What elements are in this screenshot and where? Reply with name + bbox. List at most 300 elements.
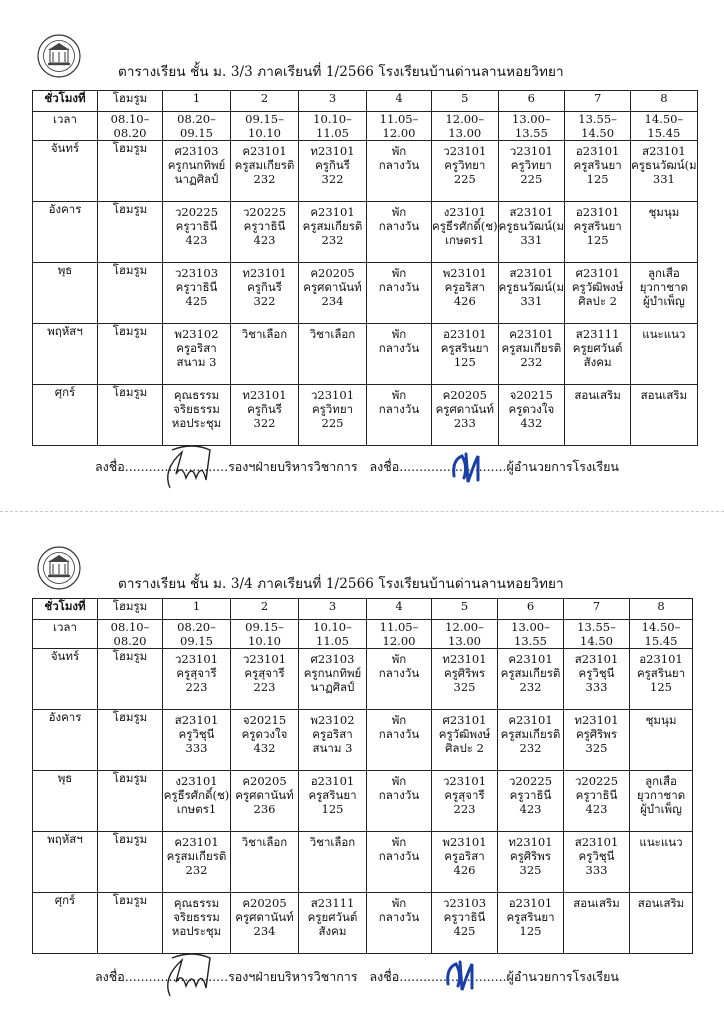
class-cell	[231, 324, 299, 385]
class-cell-line: ครูศิริพร	[443, 666, 486, 680]
homeroom-cell: โฮมรูม	[98, 202, 163, 263]
class-cell-line: อ23101	[639, 652, 683, 666]
class-cell-line: 432	[253, 741, 276, 755]
class-cell-line: 125	[453, 355, 476, 369]
class-cell-line: ครูสรินยา	[636, 666, 686, 680]
header-period: 5	[432, 91, 499, 112]
class-cell	[630, 710, 693, 771]
class-cell-line: วิชาเลือก	[309, 835, 356, 849]
class-cell-line: ครูอริสา	[444, 280, 485, 294]
class-cell-line: ว20225	[508, 774, 553, 788]
class-cell-line: ส23111	[575, 327, 620, 341]
class-cell	[631, 141, 698, 202]
time-slot: 12.00–13.00	[432, 620, 498, 649]
class-cell-line: 423	[519, 802, 542, 816]
class-cell-line: ครูสรินยา	[506, 910, 555, 924]
class-cell-line: พัก	[391, 144, 407, 158]
class-cell	[630, 832, 693, 893]
class-cell-line: ยุวกาชาด	[639, 280, 689, 294]
class-cell	[432, 263, 499, 324]
table-row	[33, 263, 698, 324]
class-cell-line: ค20205	[442, 388, 487, 402]
class-cell-line: อ23101	[575, 144, 620, 158]
homeroom-cell: โฮมรูม	[98, 649, 163, 710]
class-cell-line: แนะแนว	[639, 835, 683, 849]
class-cell	[367, 141, 432, 202]
class-cell	[299, 324, 367, 385]
class-cell-line: 333	[585, 680, 608, 694]
class-cell-line: ว23101	[242, 652, 287, 666]
class-cell-line: ครูธีรศักดิ์(ช)	[163, 788, 230, 802]
signature-label-director: ลงชื่อ.................	[369, 969, 467, 984]
class-cell-line: ครูสรินยา	[308, 788, 357, 802]
class-cell-line: ครูสมเกียรติ	[501, 341, 562, 355]
class-cell-line: ท23101	[242, 266, 287, 280]
class-cell-line: 125	[519, 924, 542, 938]
time-slot: 08.20–09.15	[163, 620, 231, 649]
class-cell-line: ครูวิชุนี	[578, 666, 615, 680]
class-cell-line: อ23101	[443, 327, 487, 341]
homeroom-cell: โฮมรูม	[98, 710, 163, 771]
time-slot: 08.10–08.20	[98, 112, 163, 141]
class-cell-line: ครูสมเกียรติ	[234, 158, 295, 172]
class-cell-line: ค23101	[508, 652, 553, 666]
table-row	[33, 141, 698, 202]
class-cell	[163, 202, 231, 263]
class-cell-line: ครูกินรี	[247, 402, 282, 416]
class-cell	[299, 263, 367, 324]
class-cell-line: ครูศดานันท์	[303, 280, 362, 294]
class-cell-line: 233	[453, 416, 476, 430]
class-cell	[299, 893, 367, 954]
header-period: 4	[367, 599, 432, 620]
class-cell-line: วิชาเลือก	[309, 327, 356, 341]
class-cell	[432, 649, 498, 710]
header-period: 6	[498, 599, 564, 620]
class-cell-line: 223	[253, 680, 276, 694]
class-cell	[565, 141, 631, 202]
class-cell-line: ครูศดานันท์	[235, 910, 294, 924]
class-cell-line: ค23101	[242, 144, 287, 158]
class-cell	[498, 893, 564, 954]
signature-handwritten-director	[446, 446, 486, 486]
class-cell-line: 325	[585, 741, 608, 755]
class-cell	[163, 710, 231, 771]
table-row	[33, 202, 698, 263]
class-cell	[163, 324, 231, 385]
class-cell-line: ศิลปะ 2	[445, 741, 484, 755]
table-row	[33, 385, 698, 446]
page-title: ตารางเรียน ชั้น ม. 3/3 ภาคเรียนที่ 1/2566 โรงเรียนบ้านด่านลานหอยวิทยา	[118, 64, 564, 80]
class-cell-line: ว23101	[443, 144, 487, 158]
class-cell	[432, 324, 499, 385]
class-cell-line: ครูศิริพร	[575, 727, 618, 741]
class-cell	[432, 385, 499, 446]
class-cell-line: นาฏศิลป์	[174, 172, 219, 186]
class-cell-line: กลางวัน	[378, 158, 420, 172]
class-cell-line: 333	[585, 863, 608, 877]
page-title: ตารางเรียน ชั้น ม. 3/4 ภาคเรียนที่ 1/2566 โรงเรียนบ้านด่านลานหอยวิทยา	[118, 576, 564, 592]
class-cell-line: ค23101	[509, 327, 554, 341]
table-row	[33, 771, 693, 832]
class-cell	[432, 771, 498, 832]
class-cell-line: ครูยศวันต์	[307, 910, 358, 924]
class-cell-line: ครูกินรี	[315, 158, 350, 172]
class-cell-line: ครูวัฒิพงษ์	[571, 280, 624, 294]
time-slot: 12.00–13.00	[432, 112, 499, 141]
signature-handwritten-deputy	[152, 948, 224, 1000]
class-cell-line: 322	[253, 294, 276, 308]
header-period: 8	[630, 599, 693, 620]
class-cell-line: ว23101	[310, 388, 355, 402]
class-cell-line: สนาม 3	[312, 741, 353, 755]
class-cell-line: 331	[520, 294, 543, 308]
time-slot: 14.50–15.45	[630, 620, 693, 649]
class-cell-line: อ23101	[310, 774, 355, 788]
class-cell-line: สังคม	[583, 355, 612, 369]
class-cell-line: พัก	[391, 266, 407, 280]
header-period: 2	[231, 599, 299, 620]
header-corner: ชั่วโมงที่	[33, 599, 98, 620]
class-cell	[631, 202, 698, 263]
table-row	[33, 893, 693, 954]
class-cell-line: ว23103	[174, 266, 219, 280]
day-label: ศุกร์	[33, 385, 98, 446]
class-cell	[565, 324, 631, 385]
class-cell-line: 331	[520, 233, 543, 247]
header-homeroom: โฮมรูม	[98, 599, 163, 620]
header-period: 3	[299, 91, 367, 112]
class-cell-line: สอนเสริม	[637, 896, 685, 910]
day-label: พฤหัสฯ	[33, 832, 98, 893]
time-slot: 08.10–08.20	[98, 620, 163, 649]
time-slot: 11.05–12.00	[367, 620, 432, 649]
class-cell-line: กลางวัน	[378, 910, 420, 924]
class-cell-line: 425	[185, 294, 208, 308]
class-cell-line: อ23101	[508, 896, 553, 910]
class-cell-line: ว23103	[442, 896, 487, 910]
class-cell	[231, 141, 299, 202]
time-slot: 08.20–09.15	[163, 112, 231, 141]
class-cell-line: กลางวัน	[378, 341, 420, 355]
class-cell-line: ครูธนวัฒน์(ม	[631, 158, 697, 172]
class-cell-line: ครูธีรศักดิ์(ช)	[432, 219, 498, 233]
class-cell-line: ครูวาธินี	[575, 788, 618, 802]
header-homeroom: โฮมรูม	[98, 91, 163, 112]
class-cell-line: พัก	[391, 896, 407, 910]
class-cell-line: 423	[585, 802, 608, 816]
class-cell-line: ศ23103	[310, 652, 355, 666]
class-cell	[432, 710, 498, 771]
class-cell-line: ง23101	[175, 774, 218, 788]
time-slot: 13.55–14.50	[564, 620, 630, 649]
class-cell	[498, 649, 564, 710]
class-cell-line: ส23101	[509, 266, 554, 280]
class-cell-line: ครูสรินยา	[573, 219, 622, 233]
time-label: เวลา	[33, 112, 98, 141]
signature-line: ลงชื่อ..........................รองฯฝ่ายบริหารวิชาการ ลงชื่อ...........................ผู้อำนวยการโรงเรียน	[95, 969, 619, 984]
class-cell	[367, 710, 432, 771]
class-cell	[565, 263, 631, 324]
class-cell-line: วิชาเลือก	[241, 327, 288, 341]
day-label: อังคาร	[33, 202, 98, 263]
class-cell-line: พ23102	[310, 713, 355, 727]
class-cell-line: ศ23101	[442, 713, 487, 727]
class-cell-line: ครูสุจารี	[244, 666, 285, 680]
class-cell-line: ส23101	[642, 144, 686, 158]
class-cell-line: ศิลปะ 2	[578, 294, 617, 308]
header-period: 1	[163, 91, 231, 112]
class-cell-line: 425	[453, 924, 476, 938]
day-label: ศุกร์	[33, 893, 98, 954]
header-period: 8	[631, 91, 698, 112]
class-cell	[432, 141, 499, 202]
class-cell-line: ชุมนุม	[648, 205, 680, 219]
class-cell	[498, 324, 565, 385]
time-slot: 11.05–12.00	[367, 112, 432, 141]
class-cell	[630, 893, 693, 954]
class-cell-line: ครูสุจารี	[176, 666, 217, 680]
class-cell-line: ศ23101	[575, 266, 620, 280]
time-slot: 10.10–11.05	[299, 112, 367, 141]
class-cell-line: กลางวัน	[378, 849, 420, 863]
day-label: พฤหัสฯ	[33, 324, 98, 385]
class-cell-line: ครูธนวัฒน์(ม	[498, 280, 565, 294]
class-cell-line: ว23101	[509, 144, 553, 158]
class-cell	[498, 385, 565, 446]
class-cell-line: 125	[321, 802, 344, 816]
class-cell	[231, 893, 299, 954]
class-cell-line: อ23101	[575, 205, 620, 219]
class-cell-line: 325	[519, 863, 542, 877]
class-cell-line: คุณธรรม	[173, 388, 220, 402]
class-cell	[432, 893, 498, 954]
class-cell	[299, 710, 367, 771]
time-slot: 13.00–13.55	[498, 620, 564, 649]
class-cell	[498, 141, 565, 202]
class-cell-line: ชุมนุม	[645, 713, 677, 727]
class-cell-line: สนาม 3	[176, 355, 217, 369]
class-cell	[630, 649, 693, 710]
class-cell-line: ครูวิชุนี	[578, 849, 615, 863]
class-cell-line: พ23101	[442, 266, 487, 280]
class-cell	[367, 649, 432, 710]
class-cell-line: ครูสมเกียรติ	[500, 727, 561, 741]
table-row	[33, 649, 693, 710]
class-cell-line: ลูกเสือ	[645, 774, 677, 788]
class-cell-line: 423	[253, 233, 276, 247]
class-cell	[231, 263, 299, 324]
header-corner: ชั่วโมงที่	[33, 91, 98, 112]
class-cell-line: ครูศิริพร	[509, 849, 552, 863]
class-cell-line: ผู้บำเพ็ญ	[642, 294, 685, 308]
class-cell-line: ส23101	[574, 652, 619, 666]
class-cell	[231, 385, 299, 446]
class-cell	[498, 832, 564, 893]
homeroom-cell: โฮมรูม	[98, 385, 163, 446]
class-cell	[498, 771, 564, 832]
class-cell-line: วิชาเลือก	[241, 835, 288, 849]
role-academic-deputy: รองฯฝ่ายบริหารวิชาการ	[228, 969, 358, 984]
class-cell-line: จริยธรรม	[173, 402, 220, 416]
signature-label-academic: ลงชื่อ.......	[95, 459, 153, 474]
class-cell-line: 223	[185, 680, 208, 694]
class-cell-line: ง23101	[443, 205, 486, 219]
class-cell-line: 125	[650, 680, 672, 694]
homeroom-cell: โฮมรูม	[98, 324, 163, 385]
class-cell-line: นาฏศิลป์	[310, 680, 355, 694]
school-seal-logo	[37, 34, 81, 78]
class-cell-line: สอนเสริม	[640, 388, 688, 402]
class-cell-line: พัก	[391, 652, 407, 666]
class-cell-line: 225	[321, 416, 344, 430]
class-cell	[163, 771, 231, 832]
class-cell	[231, 771, 299, 832]
class-cell-line: ครูดวงใจ	[508, 402, 555, 416]
header-period: 1	[163, 599, 231, 620]
day-label: จันทร์	[33, 141, 98, 202]
class-cell-line: ส23101	[574, 835, 619, 849]
class-cell-line: ครูยศวันต์	[572, 341, 623, 355]
signature-line: ลงชื่อ..........................รองฯฝ่ายบริหารวิชาการ ลงชื่อ...........................ผู้อำนวยการโรงเรียน	[95, 459, 619, 474]
class-cell	[564, 649, 630, 710]
class-cell-line: 225	[520, 172, 543, 186]
class-cell-line: ครูวิชุนี	[178, 727, 215, 741]
class-cell	[432, 832, 498, 893]
class-cell-line: ครูสรินยา	[440, 341, 489, 355]
class-cell	[367, 263, 432, 324]
signature-handwritten-director	[440, 954, 480, 994]
homeroom-cell: โฮมรูม	[98, 771, 163, 832]
header-period: 7	[564, 599, 630, 620]
table-row	[33, 324, 698, 385]
class-cell-line: พัก	[391, 713, 407, 727]
class-cell-line: ค20205	[310, 266, 355, 280]
class-cell-line: 232	[253, 172, 276, 186]
class-cell-line: ลูกเสือ	[647, 266, 680, 280]
class-cell-line: ครูวาธินี	[175, 280, 218, 294]
header-period: 2	[231, 91, 299, 112]
class-cell-line: ท23101	[442, 652, 487, 666]
class-cell-line: ครูวัฒิพงษ์	[438, 727, 491, 741]
class-cell-line: ครูสรินยา	[573, 158, 622, 172]
class-cell-line: ค23101	[310, 205, 355, 219]
class-cell-line: ว23101	[174, 652, 219, 666]
time-slot: 09.15–10.10	[231, 112, 299, 141]
class-cell-line: จ20215	[509, 388, 553, 402]
class-cell	[163, 832, 231, 893]
class-cell	[163, 263, 231, 324]
class-cell-line: 432	[520, 416, 543, 430]
class-cell-line: ส23101	[174, 713, 219, 727]
class-cell-line: 232	[185, 863, 208, 877]
class-cell	[367, 832, 432, 893]
class-cell-line: ท23101	[242, 388, 287, 402]
homeroom-cell: โฮมรูม	[98, 893, 163, 954]
class-cell-line: ว20225	[574, 774, 619, 788]
class-cell	[498, 710, 564, 771]
homeroom-cell: โฮมรูม	[98, 263, 163, 324]
time-row	[33, 112, 698, 141]
homeroom-cell: โฮมรูม	[98, 832, 163, 893]
class-cell	[163, 893, 231, 954]
class-cell	[231, 710, 299, 771]
class-cell-line: เกษตร1	[176, 802, 217, 816]
class-cell-line: ส23111	[310, 896, 355, 910]
header-row	[33, 91, 698, 112]
class-cell-line: ครูวาธินี	[509, 788, 552, 802]
time-slot: 13.00–13.55	[498, 112, 565, 141]
cut-line-divider	[0, 511, 724, 512]
class-cell-line: กลางวัน	[378, 219, 420, 233]
class-cell	[367, 324, 432, 385]
class-cell-line: 426	[453, 294, 476, 308]
class-cell-line: 325	[453, 680, 476, 694]
class-cell-line: 232	[519, 741, 542, 755]
class-cell-line: 234	[321, 294, 344, 308]
class-cell-line: พัก	[391, 774, 407, 788]
time-label: เวลา	[33, 620, 98, 649]
header-period: 3	[299, 599, 367, 620]
table-row	[33, 832, 693, 893]
class-cell	[564, 771, 630, 832]
class-cell-line: พัก	[391, 205, 407, 219]
class-cell-line: พ23101	[442, 835, 487, 849]
class-cell-line: สอนเสริม	[573, 896, 620, 910]
class-cell	[367, 893, 432, 954]
role-academic-deputy: รองฯฝ่ายบริหารวิชาการ	[228, 459, 358, 474]
class-cell	[299, 771, 367, 832]
class-cell	[498, 202, 565, 263]
class-cell	[367, 771, 432, 832]
role-director: ผู้อำนวยการโรงเรียน	[506, 459, 619, 474]
class-cell-line: ค20205	[242, 774, 287, 788]
class-cell	[564, 832, 630, 893]
class-cell-line: เกษตร1	[445, 233, 485, 247]
class-cell-line: 322	[321, 172, 344, 186]
header-period: 6	[498, 91, 565, 112]
class-cell-line: หอประชุม	[171, 924, 222, 938]
class-cell-line: ค23101	[508, 713, 553, 727]
class-cell-line: ว20225	[242, 205, 287, 219]
timetable	[32, 598, 693, 954]
class-cell-line: 236	[253, 802, 276, 816]
class-cell-line: กลางวัน	[378, 727, 420, 741]
class-cell-line: กลางวัน	[378, 788, 420, 802]
table-row	[33, 710, 693, 771]
time-slot: 14.50–15.45	[631, 112, 698, 141]
class-cell-line: ครูศดานันท์	[435, 402, 494, 416]
day-label: จันทร์	[33, 649, 98, 710]
class-cell-line: พ23102	[174, 327, 219, 341]
class-cell-line: แนะแนว	[642, 327, 686, 341]
class-cell	[299, 649, 367, 710]
signature-label-director: ลงชื่อ.................	[369, 459, 467, 474]
class-cell-line: กลางวัน	[378, 666, 420, 680]
class-cell	[299, 202, 367, 263]
class-cell-line: 234	[253, 924, 276, 938]
class-cell-line: สอนเสริม	[574, 388, 621, 402]
class-cell-line: ส23101	[509, 205, 554, 219]
homeroom-cell: โฮมรูม	[98, 141, 163, 202]
class-cell-line: ท23101	[508, 835, 553, 849]
time-slot: 10.10–11.05	[299, 620, 367, 649]
class-cell	[564, 893, 630, 954]
class-cell-line: กลางวัน	[378, 402, 420, 416]
class-cell-line: ครูวาธินี	[443, 910, 486, 924]
class-cell-line: ครูสมเกียรติ	[302, 219, 363, 233]
class-cell-line: ครูวาธินี	[175, 219, 218, 233]
